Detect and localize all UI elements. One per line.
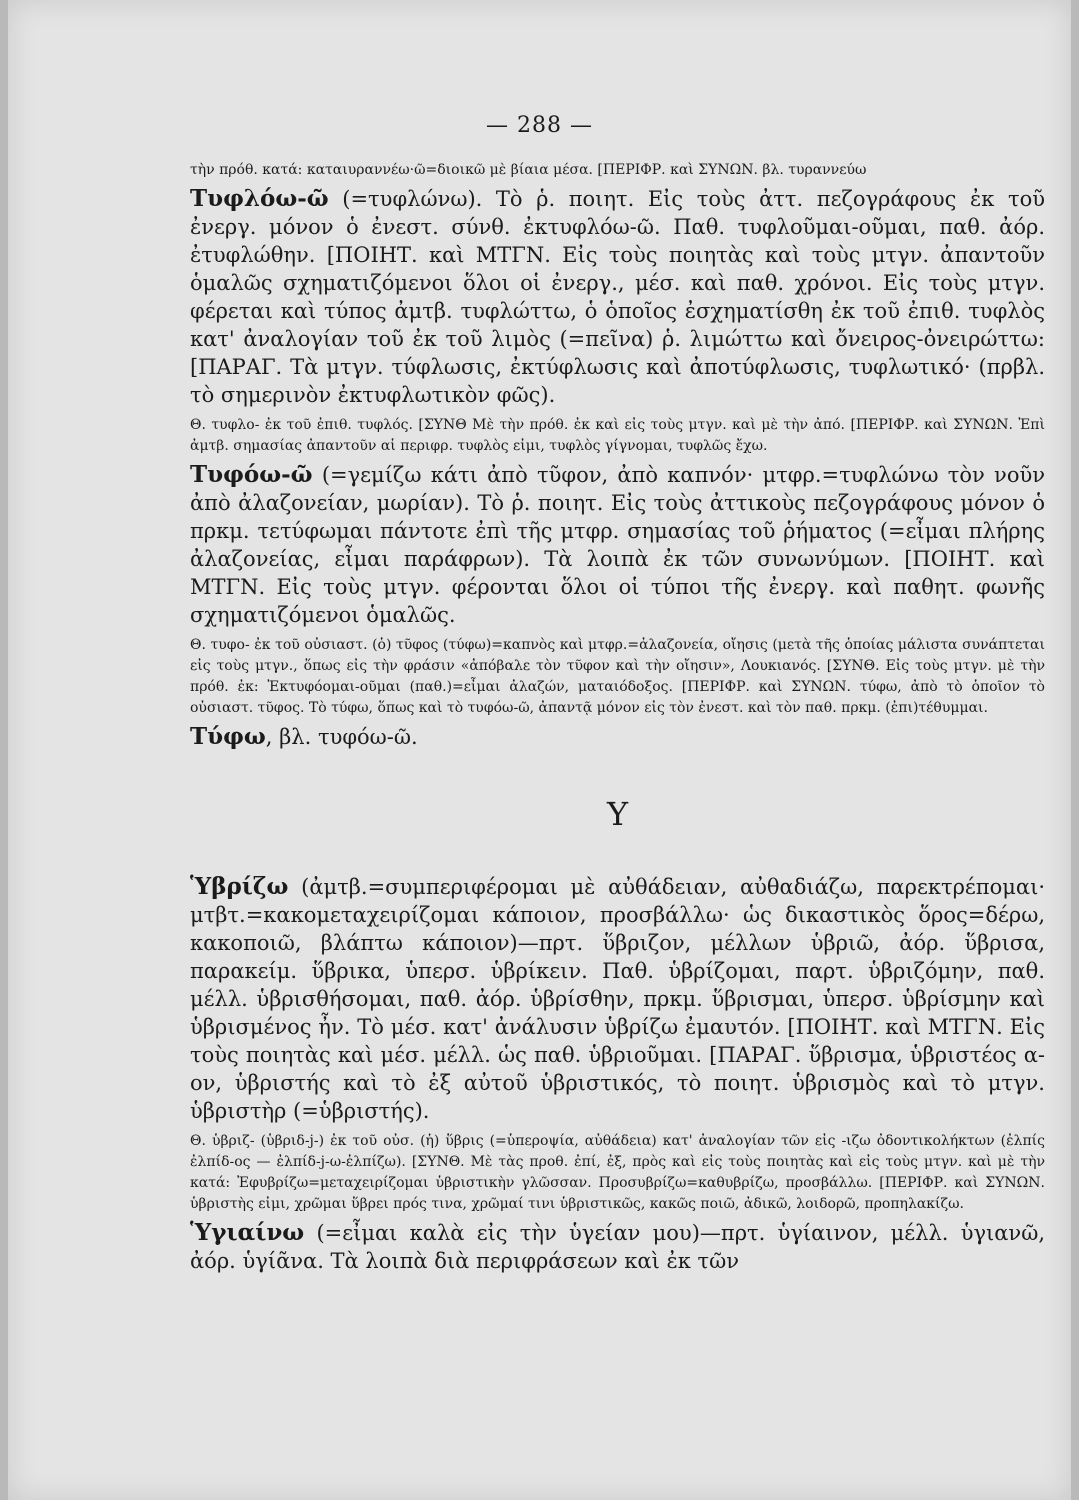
entry-yvrizo (190, 873, 1045, 1125)
entry-text: (ἀμτβ.=συμπεριφέρομαι μὲ αὐθάδειαν, αὐθαδιάζω, παρεκτρέπομαι· μτβτ.=κακομεταχειρίζομαι κάποιον, προσβάλλω· ὡς δικαστικὸς ὅρος=δέρω, κακοποιῶ, βλάπτω κάποιον)—πρτ. ὕβριζον, μέλλων ὑβριῶ, ἀόρ. ὕβρισα, παρακείμ. ὕβρικα, ὑπερσ. ὑβρίκειν. Παθ. ὑβρίζομαι, παρτ. ὑβριζόμην, παθ. μέλλ. ὑβρισθήσομαι, παθ. ἀόρ. ὑβρίσθην, πρκμ. ὕβρισμαι, ὑπερσ. ὑβρίσμην καὶ ὑβρισμένος ἦν. Τὸ μέσ. κατ' ἀνάλυσιν ὑβρίζω ἐμαυτόν. [ΠΟΙΗΤ. καὶ ΜΤΓΝ. Εἰς τοὺς ποιητὰς καὶ μέσ. μέλλ. ὡς παθ. ὑβριοῦμαι. [ΠΑΡΑΓ. ὕβρισμα, ὑβριστέος α-ον, ὑβριστής καὶ τὸ ἐξ αὐτοῦ ὑβριστικός, τὸ ποιητ. ὑβρισμὸς καὶ τὸ μτγν. ὑβριστὴρ (=ὑβριστής). (190, 875, 1045, 1123)
dictionary-page (8, 0, 1071, 1500)
entry-tyfo (190, 723, 1045, 751)
headword: Ὑβρίζω (190, 873, 289, 900)
entry-text: (=εἶμαι καλὰ εἰς τὴν ὑγείαν μου)—πρτ. ὑγίαινον, μέλλ. ὑγιανῶ, ἀόρ. ὑγίᾶνα. Τὰ λοιπὰ διὰ περιφράσεων καὶ ἐκ τῶν (190, 1221, 1045, 1273)
headword: Ὑγιαίνω (190, 1219, 305, 1246)
entry-tyfloo (190, 185, 1045, 409)
text-column (190, 160, 1045, 1281)
headword: Τύφω (190, 723, 266, 750)
continuation-note: τὴν πρόθ. κατά: καταιυραννέω·ῶ=διοικῶ μὲ βίαια μέσα. [ΠΕΡΙΦΡ. καὶ ΣΥΝΩΝ. βλ. τυραννεύω (190, 162, 867, 178)
etymology-note-yvrizo: Θ. ὑβριζ- (ὑβριδ-j-) ἐκ τοῦ οὐσ. (ἡ) ὕβρις (=ὑπεροψία, αὐθάδεια) κατ' ἀναλογίαν τῶν εἰς -ιζω ὀδοντικολήκτων (ἐλπίς ἐλπίδ-ος — ἐλπίδ-j-ω-ἐλπίζω). [ΣΥΝΘ. Μὲ τὰς προθ. ἐπί, ἐξ, πρὸς καὶ εἰς τοὺς ποιητὰς καὶ εἰς τοὺς μτγν. καὶ μὲ τὴν κατά: Ἐφυβρίζω=μεταχειρίζομαι ὑβριστικὴν γλῶσσαν. Προσυβρίζω=καθυβρίζω, προσβάλλω. [ΠΕΡΙΦΡ. καὶ ΣΥΝΩΝ. ὑβριστὴς εἰμι, χρῶμαι ὕβρει πρός τινα, χρῶμαί τινι ὑβριστικῶς, κακῶς ποιῶ, ἀδικῶ, λοιδορῶ, προπηλακίζω. (190, 1133, 1045, 1212)
section-letter: Υ (606, 795, 629, 833)
entry-tyfoo (190, 461, 1045, 629)
page-number: — 288 — (486, 113, 593, 138)
headword: Τυφόω-ῶ (190, 461, 313, 488)
entry-text: , βλ. τυφόω-ῶ. (265, 725, 418, 749)
entry-text: (=τυφλώνω). Τὸ ῥ. ποιητ. Εἰς τοὺς ἀττ. πεζογράφους ἐκ τοῦ ἐνεργ. μόνον ὁ ἐνεστ. σύνθ. ἐκτυφλόω-ῶ. Παθ. τυφλοῦμαι-οῦμαι, παθ. ἀόρ. ἐτυφλώθην. [ΠΟΙΗΤ. καὶ ΜΤΓΝ. Εἰς τοὺς ποιητὰς καὶ τοὺς μτγν. ἀπαντοῦν ὁμαλῶς σχηματιζόμενοι ὅλοι οἱ ἐνεργ., μέσ. καὶ παθ. χρόνοι. Εἰς τοὺς μτγν. φέρεται καὶ τύπος ἀμτβ. τυφλώττω, ὁ ὁποῖος ἐσχηματίσθη ἐκ τοῦ ἐπιθ. τυφλὸς κατ' ἀναλογίαν τοῦ ἐκ τοῦ λιμὸς (=πεῖνα) ῥ. λιμώττω καὶ ὄνειρος-ὀνειρώττω: [ΠΑΡΑΓ. Τὰ μτγν. τύφλωσις, ἐκτύφλωσις καὶ ἀποτύφλωσις, τυφλωτικό· (πρβλ. τὸ σημερινὸν ἐκτυφλωτικὸν φῶς). (190, 187, 1045, 407)
entry-ygiaino (190, 1219, 1045, 1275)
etymology-note-tyfoo: Θ. τυφο- ἐκ τοῦ οὐσιαστ. (ὁ) τῦφος (τύφω)=καπνὸς καὶ μτφρ.=ἀλαζονεία, οἴησις (μετὰ τῆς ὁποίας μάλιστα συνάπτεται εἰς τοὺς μτγν., ὅπως εἰς τὴν φράσιν «ἀπόβαλε τὸν τῦφον καὶ τὴν οἴησιν», Λουκιανός. [ΣΥΝΘ. Εἰς τοὺς μτγν. μὲ τὴν πρόθ. ἐκ: Ἐκτυφόομαι-οῦμαι (παθ.)=εἶμαι ἀλαζών, ματαιόδοξος. [ΠΕΡΙΦΡ. καὶ ΣΥΝΩΝ. τύφω, ἀπὸ τὸ ὁποῖον τὸ οὐσιαστ. τῦφος. Τὸ τύφω, ὅπως καὶ τὸ τυφόω-ῶ, ἀπαντᾷ μόνον εἰς τὸν ἐνεστ. καὶ τὸν παθ. πρκμ. (ἐπι)τέθυμμαι. (190, 637, 1045, 716)
entry-text: (=γεμίζω κάτι ἀπὸ τῦφον, ἀπὸ καπνόν· μτφρ.=τυφλώνω τὸν νοῦν ἀπὸ ἀλαζονείαν, μωρίαν). Τὸ ῥ. ποιητ. Εἰς τοὺς ἀττικοὺς πεζογράφους μόνον ὁ πρκμ. τετύφωμαι πάντοτε ἐπὶ τῆς μτφρ. σημασίας τοῦ ῥήματος (=εἶμαι πλήρης ἀλαζονείας, εἶμαι παράφρων). Τὰ λοιπὰ ἐκ τῶν συνωνύμων. [ΠΟΙΗΤ. καὶ ΜΤΓΝ. Εἰς τοὺς μτγν. φέρονται ὅλοι οἱ τύποι τῆς ἐνεργ. καὶ παθητ. φωνῆς σχηματιζόμενοι ὁμαλῶς. (190, 463, 1045, 627)
etymology-note-tyfloo: Θ. τυφλο- ἐκ τοῦ ἐπιθ. τυφλός. [ΣΥΝΘ Μὲ τὴν πρόθ. ἐκ καὶ εἰς τοὺς μτγν. καὶ μὲ τὴν ἀπό. [ΠΕΡΙΦΡ. καὶ ΣΥΝΩΝ. Ἐπὶ ἀμτβ. σημασίας ἀπαντοῦν αἱ περιφρ. τυφλὸς εἰμι, τυφλὸς γίγνομαι, τυφλῶς ἔχω. (190, 417, 1045, 454)
headword: Τυφλόω-ῶ (190, 185, 329, 212)
